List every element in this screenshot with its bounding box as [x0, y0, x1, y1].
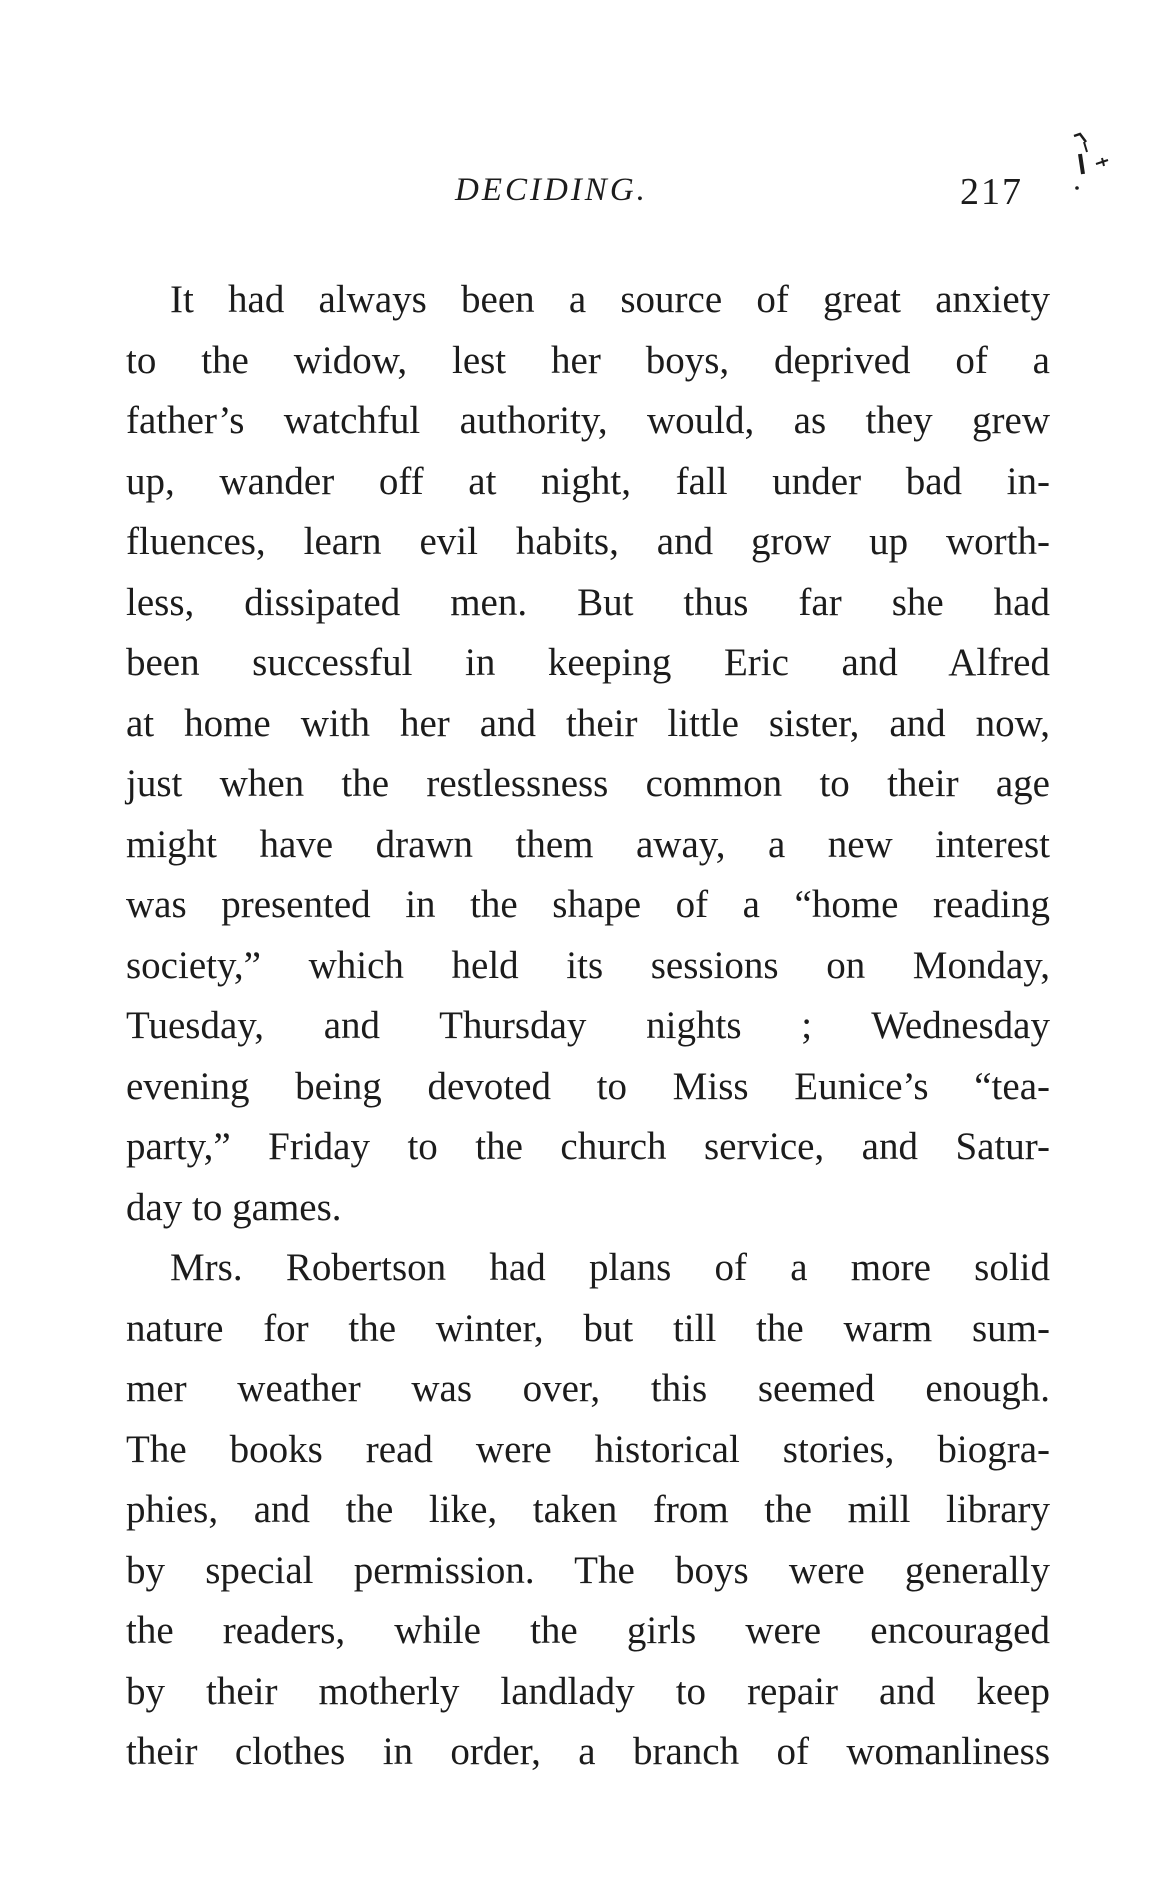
- text-line: society,” which held its sessions on Monday,: [126, 943, 1050, 987]
- text-line: evening being devoted to Miss Eunice’s “tea-: [126, 1064, 1050, 1108]
- text-line: Tuesday, and Thursday nights ; Wednesday: [126, 1004, 1050, 1047]
- text-line: fluences, learn evil habits, and grow up worth-: [126, 520, 1050, 563]
- paragraph-1: [126, 270, 1050, 1238]
- text-line: up, wander off at night, fall under bad in-: [126, 459, 1050, 503]
- text-line: mer weather was over, this seemed enough.: [126, 1367, 1050, 1410]
- ink-mark-icon: [1040, 130, 1120, 220]
- running-title: DECIDING.: [455, 172, 648, 208]
- body-text: [126, 270, 1050, 1783]
- text-line: less, dissipated men. But thus far she had: [126, 580, 1050, 624]
- text-line: It had always been a source of great anxiety: [170, 278, 1050, 321]
- text-line: nature for the winter, but till the warm sum-: [126, 1306, 1050, 1350]
- text-line: their clothes in order, a branch of womanliness: [126, 1730, 1050, 1773]
- text-line: phies, and the like, taken from the mill library: [126, 1488, 1050, 1531]
- text-line: by their motherly landlady to repair and keep: [126, 1669, 1050, 1713]
- page-number: 217: [960, 171, 1023, 213]
- text-line: at home with her and their little sister, and now,: [126, 701, 1050, 745]
- text-line: might have drawn them away, a new interest: [126, 822, 1050, 866]
- running-head: [0, 168, 1172, 218]
- text-line: the readers, while the girls were encouraged: [126, 1609, 1050, 1652]
- text-line: Mrs. Robertson had plans of a more solid: [170, 1246, 1050, 1289]
- text-line: was presented in the shape of a “home reading: [126, 883, 1050, 926]
- text-line: father’s watchful authority, would, as they grew: [126, 399, 1050, 442]
- text-line: just when the restlessness common to their age: [126, 762, 1050, 805]
- text-line: by special permission. The boys were generally: [126, 1548, 1050, 1592]
- text-line: day to games.: [126, 1185, 342, 1229]
- paragraph-2: [126, 1238, 1050, 1783]
- text-line: been successful in keeping Eric and Alfred: [126, 641, 1050, 684]
- text-line: to the widow, lest her boys, deprived of a: [126, 338, 1050, 382]
- text-line: party,” Friday to the church service, and Satur-: [126, 1125, 1050, 1168]
- text-line: The books read were historical stories, biogra-: [126, 1427, 1050, 1471]
